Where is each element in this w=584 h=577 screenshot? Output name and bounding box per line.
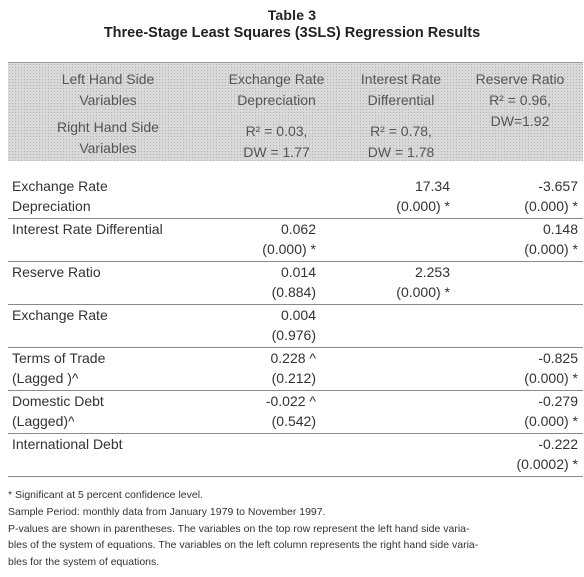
row-label: Terms of Trade (Lagged )^ [12,350,106,386]
coefficient-cell: 0.014 (0.884) [271,264,316,300]
row-label: International Debt [12,436,123,452]
footnote-sample-period: Sample Period: monthly data from January 1979 to November 1997. [8,505,326,518]
coefficient-cell: 0.228 ^ (0.212) [270,350,316,386]
table-title [0,6,584,42]
coefficient-cell: 0.004 (0.976) [271,307,316,343]
header-text: R² = 0.78, [370,123,432,139]
table-row [8,305,583,348]
row-label: Domestic Debt (Lagged)^ [12,393,104,429]
footnote-pvalues-cont: bles of the system of equations. The variables on the left column represents the right hand side varia- [8,539,479,552]
header-text: Reserve Ratio [475,71,565,87]
coefficient-cell: 2.253 (0.000) * [396,264,450,300]
header-interest-rate-differential [345,69,457,163]
table-footnotes [8,487,583,571]
coefficient-cell: -3.657 (0.000) * [524,178,578,214]
table-row [8,348,583,391]
table-row [8,176,583,219]
coefficient-cell: -0.022 ^ (0.542) [265,393,316,429]
header-lhs-rhs-label [8,69,208,159]
coefficient-cell: -0.222 (0.0002) * [516,436,578,472]
coefficient-cell: 0.062 (0.000) * [262,221,316,257]
header-text: Variables [79,92,137,108]
table-header [8,62,583,161]
header-text: Depreciation [237,92,316,108]
row-label: Exchange Rate Depreciation [12,178,108,214]
table-row [8,262,583,305]
table-number: Table 3 [267,7,317,23]
coefficient-cell: -0.825 (0.000) * [524,350,578,386]
table-row [8,434,583,477]
row-label: Interest Rate Differential [12,221,163,237]
header-text: DW = 1.77 [243,144,310,160]
row-label: Reserve Ratio [12,264,101,280]
table-row [8,391,583,434]
header-text: Variables [79,140,137,156]
header-text: DW=1.92 [490,113,550,129]
coefficient-cell: 0.148 (0.000) * [524,221,578,257]
row-label: Exchange Rate [12,307,108,323]
header-exchange-rate-depreciation [208,69,345,163]
footnote-pvalues: P-values are shown in parentheses. The variables on the top row represent the left hand side varia- [8,522,470,535]
header-text: R² = 0.96, [489,92,551,108]
coefficient-cell: 17.34 (0.000) * [396,178,450,214]
header-text: Interest Rate [360,71,442,87]
header-reserve-ratio [457,69,583,132]
header-text: Right Hand Side [57,119,159,135]
header-text: Left Hand Side [61,71,155,87]
footnote-significance: * Significant at 5 percent confidence level. [8,489,203,501]
header-text: Exchange Rate [228,71,325,87]
footnote-pvalues-end: bles for the system of equations. [8,556,160,569]
regression-table-body [8,176,583,477]
header-text: DW = 1.78 [367,144,435,160]
table-caption: Three-Stage Least Squares (3SLS) Regression Results [103,25,481,41]
header-text: R² = 0.03, [245,123,308,139]
header-text: Differential [367,92,435,108]
table-row [8,219,583,262]
coefficient-cell: -0.279 (0.000) * [524,393,578,429]
